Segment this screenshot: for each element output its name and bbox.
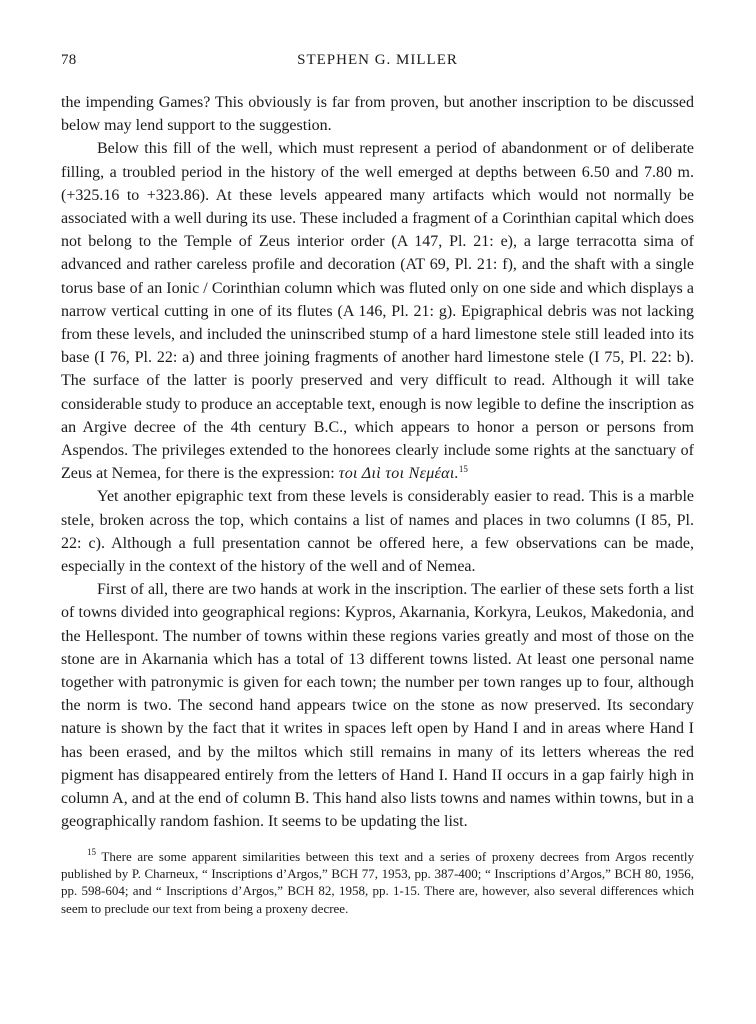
paragraph-3: Yet another epigraphic text from these levels is considerably easier to read. This is a marble stele, broken across the top, which contains a list of names and places in two columns (I 85, Pl. 22: c). Although a full presentation cannot be offered here, a few observations can be made, especially in the context of the history of the well and of Nemea. <box>61 488 694 576</box>
footnote-number: 15 <box>87 846 96 857</box>
greek-expression: τοι Διὶ τοι Νεμέαι. <box>338 465 459 483</box>
page-number: 78 <box>61 52 77 68</box>
footnote-text: There are some apparent similarities between this text and a series of proxeny decrees from Argos recently published by P. Charneux, “ Inscriptions d’Argos,” BCH 77, 1953, pp. 387-400; “ Inscriptions d’Argos,” BCH 80, 1956, pp. 598-604; and “ Inscriptions d’Argos,” BCH 82, 1958, pp. 1-15. There are, however, also several differences which seem to preclude our text from being a proxeny decree. <box>61 848 694 916</box>
footnote-ref-15[interactable]: 15 <box>458 464 468 475</box>
paragraph-1: the impending Games? This obviously is far from proven, but another inscription to be discussed below may lend support to the suggestion. <box>61 94 694 135</box>
paragraph-4: First of all, there are two hands at work in the inscription. The earlier of these sets forth a list of towns divided into geographical regions: Kypros, Akarnania, Korkyra, Leukos, Makedonia, and the Hellespont. The number of towns within these regions varies greatly and most of those on the stone are in Akarnania which has a total of 13 different towns listed. At least one personal name together with patronymic is given for each town; the number per town ranges up to four, although the norm is two. The second hand appears twice on the stone as now preserved. Its secondary nature is shown by the fact that it writes in spaces left open by Hand I and in areas where Hand I has been erased, and by the miltos which still remains in many of its letters whereas the red pigment has disappeared entirely from the letters of Hand I. Hand II occurs in a gap fairly high in column A, and at the end of column B. This hand also lists towns and names within towns, but in a geographically random fashion. It seems to be updating the list. <box>61 581 694 831</box>
paragraph-2-text: Below this fill of the well, which must represent a period of abandonment or of deliberate filling, a troubled period in the history of the well emerged at depths between 6.50 and 7.80 m. (+325.16 to +323.86). At these levels appeared many artifacts which would not normally be associated with a well during its use. These included a fragment of a Corinthian capital which does not belong to the Temple of Zeus interior order (A 147, Pl. 21: e), a large terracotta sima of advanced and rather careless profile and decoration (AT 69, Pl. 21: f), and the shaft with a single torus base of an Ionic / Corinthian column which was fluted only on one side and which displays a narrow vertical cutting in one of its flutes (A 146, Pl. 21: g). Epigraphical debris was not lacking from these levels, and included the uninscribed stump of a hard limestone stele still leaded into its base (I 76, Pl. 22: a) and three joining fragments of another hard limestone stele (I 75, Pl. 22: b). The surface of the latter is poorly preserved and very difficult to read. Although it will take considerable study to produce an acceptable text, enough is now legible to define the inscription as an Argive decree of the 4th century B.C., which appears to honor a person or persons from Aspendos. The privileges extended to the honorees clearly include some rights at the sanctuary of Zeus at Nemea, for there is the expression: <box>61 140 694 483</box>
page-header <box>61 52 694 74</box>
paragraph-2 <box>61 137 694 485</box>
footnote-15 <box>61 848 694 918</box>
running-head: STEPHEN G. MILLER <box>297 52 458 68</box>
body-text <box>61 91 694 834</box>
document-page <box>61 52 694 917</box>
